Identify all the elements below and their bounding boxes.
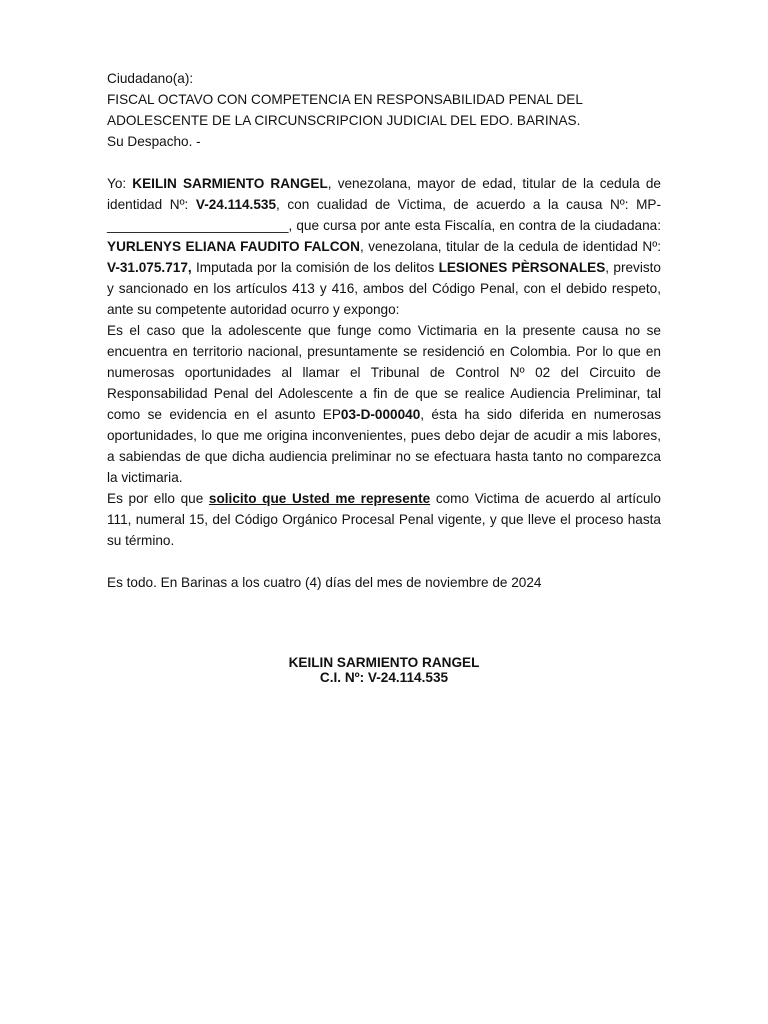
victim-id-number: V-24.114.535	[195, 197, 277, 212]
accused-id-number: V-31.075.717,	[107, 260, 192, 275]
text-segment: como Victima de acuerdo al artículo 111, numeral 15, del Código Orgánico Procesal Penal vigente, y que lleve el proceso hasta su término.	[107, 491, 661, 548]
spacer	[107, 551, 661, 572]
despacho-line: Su Despacho. -	[107, 134, 201, 149]
text-segment: , previsto y sancionado en los artículos 413 y 416, ambos del Código Penal, con el debido respeto, ante su competente autoridad ocurro y expongo:	[107, 260, 661, 317]
signature-block	[107, 655, 661, 685]
spacer	[107, 152, 661, 173]
case-number: 03-D-000040	[340, 407, 421, 422]
closing-line: Es todo. En Barinas a los cuatro (4) días del mes de noviembre de 2024	[107, 575, 542, 590]
paragraph-identification	[107, 173, 661, 320]
victim-name: KEILIN SARMIENTO RANGEL	[132, 176, 328, 191]
signature-id: C.I. Nº: V-24.114.535	[319, 670, 449, 685]
signature-name: KEILIN SARMIENTO RANGEL	[288, 655, 480, 670]
salutation: Ciudadano(a):	[107, 71, 194, 86]
text-segment: Es por ello que	[107, 491, 209, 506]
text-segment: Yo:	[107, 176, 133, 191]
text-segment: , venezolana, mayor de edad, titular de la cedula de identidad Nº:	[107, 176, 661, 212]
paragraph-facts	[107, 320, 661, 488]
text-segment: , con cualidad de Victima, de acuerdo a la causa Nº: MP-________________________, que cursa por ante esta Fiscalía, en contra de la ciudadana:	[107, 197, 661, 233]
addressee-line-2: ADOLESCENTE DE LA CIRCUNSCRIPCION JUDICIAL DEL EDO. BARINAS.	[107, 113, 581, 128]
request-text: solicito que Usted me represente	[208, 491, 431, 506]
document-page	[107, 68, 661, 685]
paragraph-request	[107, 488, 661, 551]
accused-name: YURLENYS ELIANA FAUDITO FALCON	[107, 239, 360, 254]
text-segment: , venezolana, titular de la cedula de identidad Nº:	[359, 239, 661, 254]
spacer	[107, 593, 661, 655]
text-segment: Es el caso que la adolescente que funge como Victimaria en la presente causa no se encuentra en territorio nacional, presuntamente se residenció en Colombia. Por lo que en numerosas oportunidades al llamar el Tribunal de Control Nº 02 del Circuito de Responsabilidad Penal del Adolescente a fin de que se realice Audiencia Preliminar, tal como se evidencia en el asunto EP	[107, 323, 661, 422]
addressee-line-1: FISCAL OCTAVO CON COMPETENCIA EN RESPONSABILIDAD PENAL DEL	[107, 92, 583, 107]
text-segment: Imputada por la comisión de los delitos	[191, 260, 439, 275]
crime-name: LESIONES PÈRSONALES	[438, 260, 606, 275]
text-segment: , ésta ha sido diferida en numerosas oportunidades, lo que me origina inconvenientes, pues debo dejar de acudir a mis labores, a sabiendas de que dicha audiencia preliminar no se efectuara hasta tanto no comparezca la victimaria.	[107, 407, 661, 485]
